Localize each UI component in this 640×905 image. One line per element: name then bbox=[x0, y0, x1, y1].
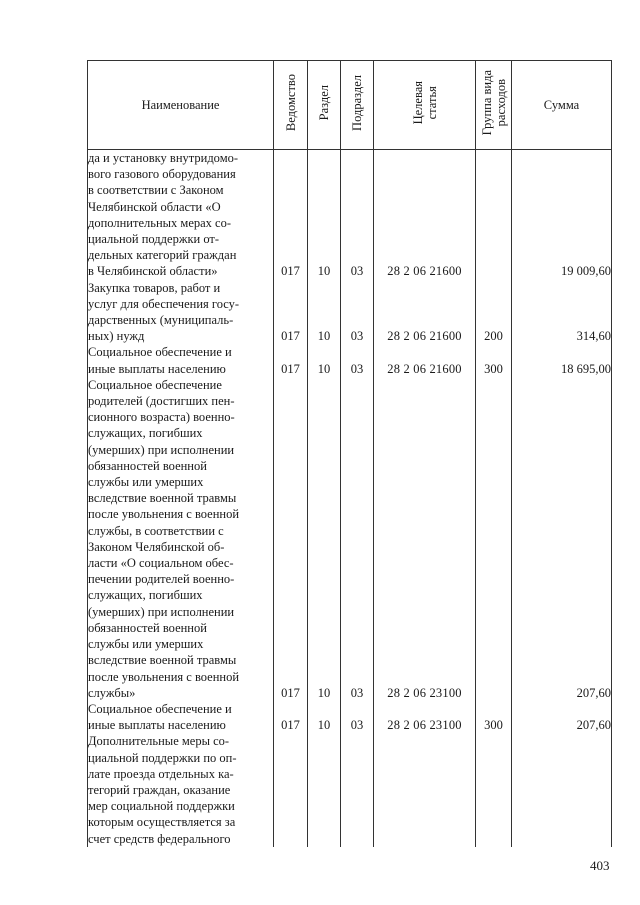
row-name-line: услуг для обеспечения госу- bbox=[88, 296, 240, 311]
row-name bbox=[88, 701, 274, 733]
row-target bbox=[374, 733, 476, 846]
header-subsection: Подраздел bbox=[341, 61, 374, 150]
row-name-line: циальной поддержки от- bbox=[88, 232, 220, 247]
row-name-line: дарственных (муниципаль- bbox=[88, 313, 234, 328]
row-name bbox=[88, 377, 274, 701]
row-name-line: службы или умерших bbox=[88, 475, 204, 490]
row-name-line: вследствие военной травмы bbox=[88, 491, 237, 506]
header-section: Раздел bbox=[308, 61, 341, 150]
row-target: 28 2 06 23100 bbox=[374, 377, 476, 701]
row-expense-group: 300 bbox=[476, 344, 512, 376]
row-name-line: дополнительных мерах со- bbox=[88, 215, 232, 230]
row-name-line: иные выплаты населению bbox=[88, 361, 226, 376]
row-subsection: 03 bbox=[341, 280, 374, 345]
row-dept: 017 bbox=[274, 377, 308, 701]
row-section: 10 bbox=[308, 150, 341, 280]
row-name-line: тегорий граждан, оказание bbox=[88, 782, 231, 797]
row-expense-group: 200 bbox=[476, 280, 512, 345]
row-name-line: (умерших) при исполнении bbox=[88, 442, 235, 457]
row-dept: 017 bbox=[274, 701, 308, 733]
row-subsection: 03 bbox=[341, 377, 374, 701]
row-name-line: (умерших) при исполнении bbox=[88, 604, 235, 619]
row-name-line: вого газового оборудования bbox=[88, 167, 236, 182]
row-expense-group bbox=[476, 150, 512, 280]
row-name-line: службы или умерших bbox=[88, 637, 204, 652]
row-name-line: лате проезда отдельных ка- bbox=[88, 766, 234, 781]
row-name-line: ных) нужд bbox=[88, 329, 145, 344]
row-name-line: иные выплаты населению bbox=[88, 718, 226, 733]
row-name bbox=[88, 280, 274, 345]
table-row bbox=[88, 150, 612, 280]
row-name-line: в Челябинской области» bbox=[88, 264, 218, 279]
header-sum: Сумма bbox=[512, 61, 612, 150]
row-sum: 18 695,00 bbox=[512, 344, 612, 376]
row-name-line: которым осуществляется за bbox=[88, 815, 236, 830]
row-sum bbox=[512, 733, 612, 846]
row-name-line: Социальное обеспечение и bbox=[88, 701, 232, 716]
row-name-line: дельных категорий граждан bbox=[88, 248, 237, 263]
row-sum: 207,60 bbox=[512, 377, 612, 701]
row-expense-group bbox=[476, 377, 512, 701]
row-dept bbox=[274, 733, 308, 846]
row-section: 10 bbox=[308, 377, 341, 701]
row-name-line: службы» bbox=[88, 685, 136, 700]
row-name-line: Закупка товаров, работ и bbox=[88, 280, 221, 295]
row-name-line: после увольнения с военной bbox=[88, 669, 240, 684]
row-subsection: 03 bbox=[341, 150, 374, 280]
row-subsection bbox=[341, 733, 374, 846]
row-name-line: сионного возраста) военно- bbox=[88, 410, 235, 425]
row-target: 28 2 06 21600 bbox=[374, 280, 476, 345]
row-sum: 207,60 bbox=[512, 701, 612, 733]
row-target: 28 2 06 23100 bbox=[374, 701, 476, 733]
row-name-line: вследствие военной травмы bbox=[88, 653, 237, 668]
row-name-line: Социальное обеспечение bbox=[88, 377, 222, 392]
row-sum: 19 009,60 bbox=[512, 150, 612, 280]
row-expense-group bbox=[476, 733, 512, 846]
row-name-line: печении родителей военно- bbox=[88, 572, 235, 587]
row-sum: 314,60 bbox=[512, 280, 612, 345]
row-name-line: служащих, погибших bbox=[88, 426, 203, 441]
row-name bbox=[88, 733, 274, 846]
row-expense-group: 300 bbox=[476, 701, 512, 733]
row-name-line: службы, в соответствии с bbox=[88, 523, 224, 538]
row-name-line: Законом Челябинской об- bbox=[88, 539, 225, 554]
row-section: 10 bbox=[308, 701, 341, 733]
row-name-line: обязанностей военной bbox=[88, 620, 207, 635]
row-section bbox=[308, 733, 341, 846]
table-row bbox=[88, 280, 612, 345]
row-subsection: 03 bbox=[341, 701, 374, 733]
table-row bbox=[88, 377, 612, 701]
row-target: 28 2 06 21600 bbox=[374, 150, 476, 280]
header-name: Наименование bbox=[88, 61, 274, 150]
row-dept: 017 bbox=[274, 280, 308, 345]
row-name-line: Дополнительные меры со- bbox=[88, 734, 230, 749]
row-name-line: в соответствии с Законом bbox=[88, 183, 224, 198]
row-name-line: да и установку внутридомо- bbox=[88, 151, 239, 165]
row-dept: 017 bbox=[274, 344, 308, 376]
row-name-line: Челябинской области «О bbox=[88, 199, 221, 214]
row-name-line: родителей (достигших пен- bbox=[88, 394, 235, 409]
budget-table bbox=[87, 60, 612, 847]
row-name-line: ласти «О социальном обес- bbox=[88, 556, 234, 571]
table-header-row bbox=[88, 61, 612, 150]
row-name bbox=[88, 344, 274, 376]
table-row bbox=[88, 344, 612, 376]
row-dept: 017 bbox=[274, 150, 308, 280]
row-section: 10 bbox=[308, 344, 341, 376]
header-dept: Ведомство bbox=[274, 61, 308, 150]
row-name-line: обязанностей военной bbox=[88, 458, 207, 473]
header-expense-group: Группа вида расходов bbox=[476, 61, 512, 150]
row-name bbox=[88, 150, 274, 280]
row-section: 10 bbox=[308, 280, 341, 345]
row-subsection: 03 bbox=[341, 344, 374, 376]
page-number: 403 bbox=[590, 858, 610, 873]
row-name-line: Социальное обеспечение и bbox=[88, 345, 232, 360]
row-name-line: циальной поддержки по оп- bbox=[88, 750, 237, 765]
table-row bbox=[88, 733, 612, 846]
row-name-line: счет средств федерального bbox=[88, 831, 231, 846]
row-name-line: служащих, погибших bbox=[88, 588, 203, 603]
row-name-line: мер социальной поддержки bbox=[88, 799, 235, 814]
row-name-line: после увольнения с военной bbox=[88, 507, 240, 522]
row-target: 28 2 06 21600 bbox=[374, 344, 476, 376]
header-target: Целевая статья bbox=[374, 61, 476, 150]
table-row bbox=[88, 701, 612, 733]
